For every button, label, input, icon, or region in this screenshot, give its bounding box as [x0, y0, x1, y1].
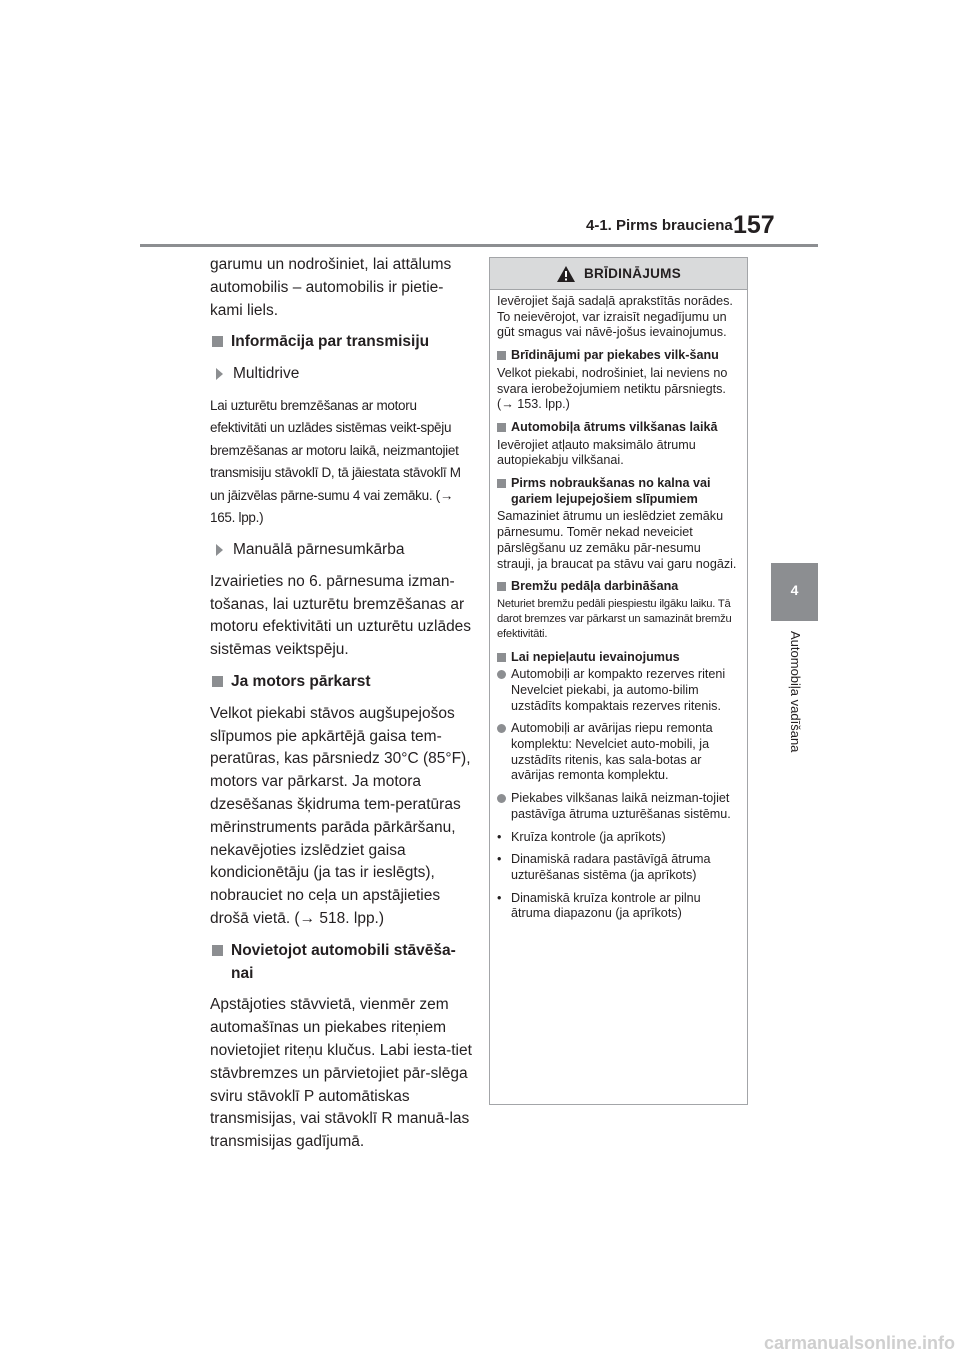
- item-text: Automobiļi ar kompakto rezerves riteni Nevelciet piekabi, ja automo-bilim uzstādīts kompaktais rezerves ritenis.: [511, 667, 726, 713]
- main-text-column: [210, 254, 472, 1163]
- heading-text: Lai nepieļautu ievainojumus: [511, 649, 680, 664]
- square-bullet-icon: [212, 945, 223, 956]
- heading-parking: [210, 940, 472, 986]
- warning-title: BRĪDINĀJUMS: [583, 266, 682, 281]
- square-bullet-icon: [212, 676, 223, 687]
- subheading-text: Multidrive: [233, 365, 300, 383]
- warning-intro: Ievērojiet šajā sadaļā aprakstītās norādes. To neievērojot, var izraisīt negadījumu un gūt smagus vai nāvē-jošus ievainojumus.: [497, 294, 733, 340]
- heading-transmission: [210, 331, 472, 354]
- warning-body: [490, 290, 747, 922]
- bullet-icon: •: [497, 829, 502, 844]
- heading-text: Brīdinājumi par piekabes vilk-šanu: [511, 348, 719, 363]
- warning-triangle-icon: [556, 265, 576, 283]
- warning-heading-speed: [497, 420, 737, 436]
- warning-heading-downhill: [497, 476, 737, 507]
- warning-text-towing: Velkot piekabi, nodrošiniet, lai neviens no svara ierobežojumiem netiktu pārsniegts. (→ 153. lpp.): [497, 365, 728, 412]
- square-bullet-icon: [497, 351, 506, 360]
- warning-text-brake: Neturiet bremžu pedāli piespiestu ilgāku laiku. Tā darot bremzes var pārkarst un samazināt bremžu efektivitāti.: [497, 597, 732, 641]
- chapter-title: Automobiļa vadīšana: [788, 631, 803, 753]
- warning-heading-towing: [497, 348, 737, 364]
- subheading-manual: [210, 539, 472, 562]
- square-bullet-icon: [497, 479, 506, 488]
- heading-text: Pirms nobraukšanas no kalna vai gariem lejupejošiem slīpumiem: [511, 476, 711, 506]
- triangle-bullet-icon: [216, 368, 223, 380]
- square-bullet-icon: [212, 336, 223, 347]
- chapter-number: 4: [790, 582, 799, 598]
- item-text: Dinamiskā kruīza kontrole ar pilnu ātruma diapazonu (ja aprīkots): [511, 890, 701, 921]
- warning-box: [489, 257, 748, 1105]
- warning-bullet-item: [497, 891, 737, 922]
- heading-text: Novietojot automobili stāvēša-nai: [231, 941, 456, 982]
- item-text: Dinamiskā radara pastāvīgā ātruma uzturēšanas sistēma (ja aprīkots): [511, 852, 711, 882]
- heading-text: Automobiļa ātrums vilkšanas laikā: [511, 419, 718, 434]
- circle-bullet-icon: [497, 670, 506, 679]
- bullet-icon: •: [497, 890, 502, 905]
- subheading-text: Manuālā pārnesumkārba: [233, 540, 405, 558]
- warning-bullet-item: [497, 830, 737, 846]
- warning-text-speed: Ievērojiet atļauto maksimālo ātrumu autopiekabju vilkšanai.: [497, 437, 696, 468]
- item-text: Kruīza kontrole (ja aprīkots): [511, 829, 666, 844]
- triangle-bullet-icon: [216, 544, 223, 556]
- page-number: 157: [733, 211, 775, 239]
- paragraph-intro: garumu un nodrošiniet, lai attālums automobilis – automobilis ir pietie-kami liels.: [210, 256, 452, 319]
- watermark: carmanualsonline.info: [763, 1333, 955, 1353]
- paragraph-manual: Izvairieties no 6. pārnesuma izman-tošanas, lai uzturētu bremzēšanas ar motoru efektivitāti un uzturētu uzlādes sistēmas veiktspēju.: [210, 572, 472, 659]
- bullet-icon: •: [497, 852, 502, 867]
- square-bullet-icon: [497, 582, 506, 591]
- heading-text: Informācija par transmisiju: [231, 333, 430, 351]
- warning-text-downhill: Samaziniet ātrumu un ieslēdziet zemāku pārnesumu. Tomēr nekad neveiciet pārslēgšanu uz zemāku pār-nesumu strauji, ja braucat pa stāvu vai garu nogāzi.: [497, 509, 737, 571]
- heading-overheat: [210, 671, 472, 694]
- warning-dot-item: [497, 791, 737, 822]
- warning-heading-brake: [497, 579, 737, 595]
- heading-text: Bremžu pedāļa darbināšana: [511, 579, 679, 594]
- square-bullet-icon: [497, 653, 506, 662]
- warning-heading-injury: [497, 650, 737, 666]
- heading-text: Ja motors pārkarst: [231, 672, 371, 690]
- item-text: Automobiļi ar avārijas riepu remonta komplektu: Nevelciet auto-mobili, ja uzstādīts ritenis, kas sala-botas ar avārijas remonta komplektu.: [511, 721, 713, 783]
- section-title: 4-1. Pirms brauciena: [586, 217, 733, 234]
- header-divider: [140, 244, 818, 247]
- paragraph-overheat: Velkot piekabi stāvos augšupejošos slīpumos pie apkārtējā gaisa tem-peratūras, kas pārsniedz 30°C (85°F), motors var pārkarst. Ja motora dzesēšanas šķidruma tem-peratūras mērinstruments parāda pārkāršanu, nekavējoties izslēdziet gaisa kondicionētāju (ja tas ir ieslēgts), nobrauciet no ceļa un apstājieties drošā vietā. (→ 518. lpp.): [210, 704, 471, 927]
- item-text: Piekabes vilkšanas laikā neizman-tojiet pastāvīga ātruma uzturēšanas sistēmu.: [511, 791, 731, 821]
- paragraph-parking: Apstājoties stāvvietā, vienmēr zem automašīnas un piekabes riteņiem novietojiet riteņu klučus. Labi iesta-tiet stāvbremzes un pārvietojiet pār-slēga sviru stāvoklī P automātiskas transmisijas, vai stāvoklī R manuā-las transmisijas gadījumā.: [210, 996, 472, 1151]
- warning-dot-item: [497, 667, 737, 714]
- subheading-multidrive: [210, 363, 472, 386]
- chapter-tab: [771, 563, 818, 621]
- paragraph-multidrive: Lai uzturētu bremzēšanas ar motoru efektivitāti un uzlādes sistēmas veikt-spēju bremzēšanas ar motoru laikā, neizmantojiet transmisiju stāvoklī D, tā jāiestata stāvoklī M un jāizvēlas pārne-sumu 4 vai zemāku. (→ 165. lpp.): [210, 397, 461, 526]
- warning-bullet-item: [497, 852, 737, 883]
- circle-bullet-icon: [497, 724, 506, 733]
- circle-bullet-icon: [497, 794, 506, 803]
- warning-dot-item: [497, 721, 737, 784]
- warning-header: [490, 258, 747, 290]
- square-bullet-icon: [497, 423, 506, 432]
